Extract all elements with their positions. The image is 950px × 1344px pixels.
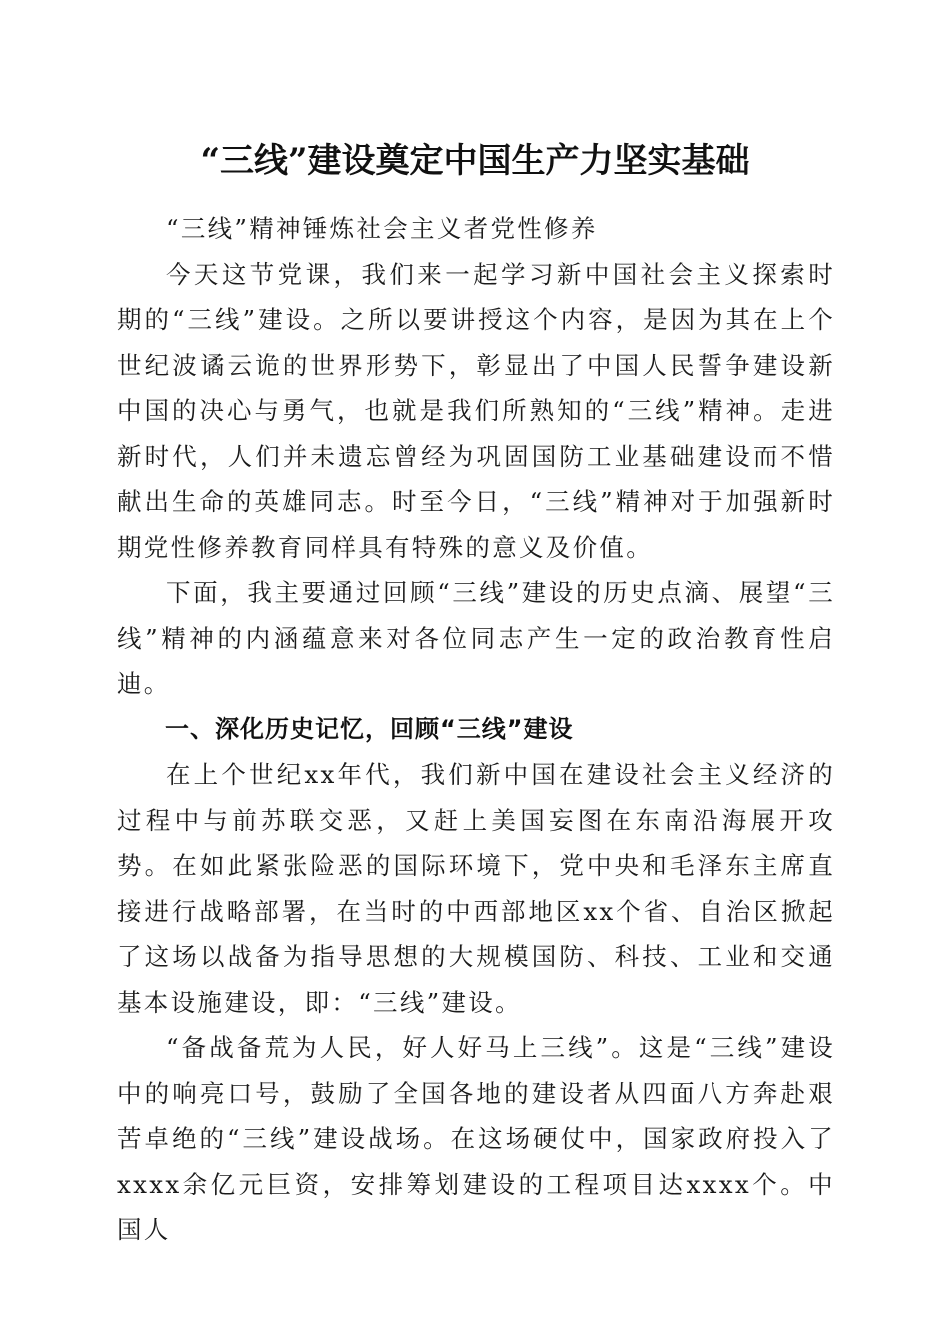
document-title: “三线”建设奠定中国生产力坚实基础 [200,141,750,181]
document-body [117,206,835,1253]
section-heading-1: 一、深化历史记忆，回顾“三线”建设 [165,714,574,743]
subtitle-paragraph: “三线”精神锤炼社会主义者党性修养 [166,214,598,243]
intro-paragraph-2: 下面，我主要通过回顾“三线”建设的历史点滴、展望“三线”精神的内涵蕴意来对各位同志产生一定的政治教育性启迪。 [117,578,835,698]
section1-paragraph-1: 在上个世纪xx年代，我们新中国在建设社会主义经济的过程中与前苏联交恶，又赶上美国妄图在东南沿海展开攻势。在如此紧张险恶的国际环境下，党中央和毛泽东主席直接进行战略部署，在当时的中西部地区xx个省、自治区掀起了这场以战备为指导思想的大规模国防、科技、工业和交通基本设施建设，即：“三线”建设。 [117,760,835,1017]
intro-paragraph-1: 今天这节党课，我们来一起学习新中国社会主义探索时期的“三线”建设。之所以要讲授这个内容，是因为其在上个世纪波谲云诡的世界形势下，彰显出了中国人民誓争建设新中国的决心与勇气，也就是我们所熟知的“三线”精神。走进新时代，人们并未遗忘曾经为巩固国防工业基础建设而不惜献出生命的英雄同志。时至今日，“三线”精神对于加强新时期党性修养教育同样具有特殊的意义及价值。 [117,259,835,562]
section1-paragraph-2: “备战备荒为人民，好人好马上三线”。这是“三线”建设中的响亮口号，鼓励了全国各地的建设者从四面八方奔赴艰苦卓绝的“三线”建设战场。在这场硬仗中，国家政府投入了xxxx余亿元巨资，安排筹划建设的工程项目达xxxx个。中国人 [117,1033,835,1244]
